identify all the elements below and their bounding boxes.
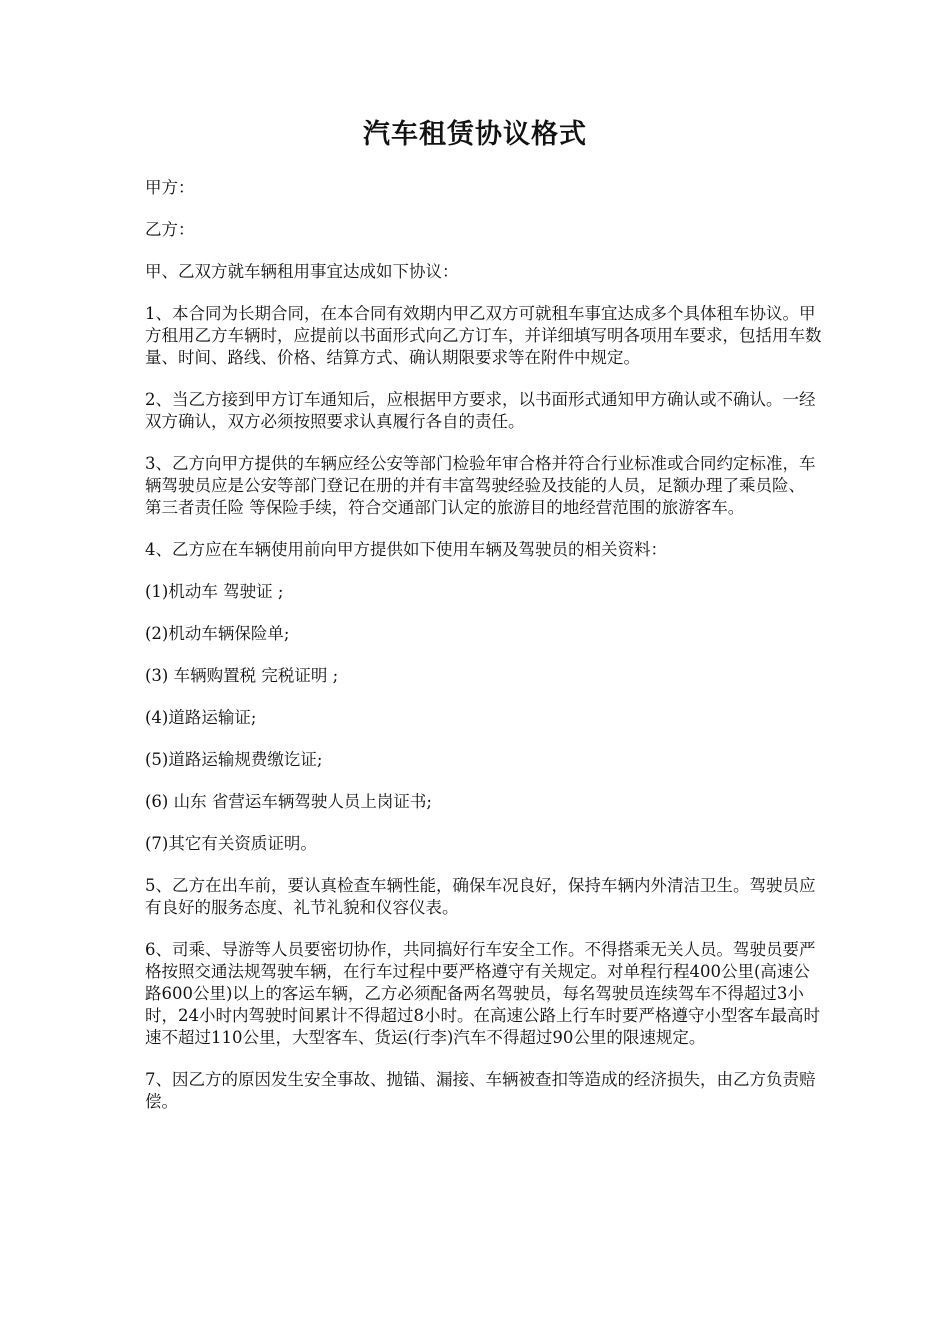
list-item-driver-certificate: (6) 山东 省营运车辆驾驶人员上岗证书; (145, 792, 432, 811)
list-item-fee-certificate: (5)道路运输规费缴讫证; (145, 750, 323, 769)
clause-1: 1、本合同为长期合同，在本合同有效期内甲乙双方可就租车事宜达成多个具体租车协议。甲方租用乙方车辆时，应提前以书面形式向乙方订车，并详细填写明各项用车要求，包括用车数量、时间、路线、价格、结算方式、确认期限要求等在附件中规定。 (145, 304, 822, 367)
clause-4: 4、乙方应在车辆使用前向甲方提供如下使用车辆及驾驶员的相关资料： (145, 540, 667, 559)
list-item-transport-permit: (4)道路运输证; (145, 708, 257, 727)
clause-2: 2、当乙方接到甲方订车通知后，应根据甲方要求，以书面形式通知甲方确认或不确认。一经双方确认，双方必须按照要求认真履行各自的责任。 (145, 390, 816, 431)
clause-3: 3、乙方向甲方提供的车辆应经公安等部门检验年审合格并符合行业标准或合同约定标准，车辆驾驶员应是公安等部门登记在册的并有丰富驾驶经验及技能的人员，足额办理了乘员险、 第三者责任险 等保险手续，符合交通部门认定的旅游目的地经营范围的旅游客车。 (145, 454, 816, 517)
clause-5: 5、乙方在出车前，要认真检查车辆性能，确保车况良好，保持车辆内外清洁卫生。驾驶员应有良好的服务态度、礼节礼貌和仪容仪表。 (145, 876, 816, 917)
party-b-line: 乙方： (145, 220, 195, 239)
clause-7: 7、因乙方的原因发生安全事故、抛锚、漏接、车辆被查扣等造成的经济损失，由乙方负责赔偿。 (145, 1070, 816, 1111)
intro-paragraph: 甲、乙双方就车辆租用事宜达成如下协议： (145, 262, 459, 281)
document-title: 汽车租赁协议格式 (363, 119, 587, 150)
list-item-driver-license: (1)机动车 驾驶证 ; (145, 582, 284, 601)
document-page (145, 112, 825, 1133)
clause-6: 6、司乘、导游等人员要密切协作，共同搞好行车安全工作。不得搭乘无关人员。驾驶员要严格按照交通法规驾驶车辆，在行车过程中要严格遵守有关规定。对单程行程400公里(高速公路600公里)以上的客运车辆，乙方必须配备两名驾驶员，每名驾驶员连续驾车不得超过3小时，24小时内驾驶时间累计不得超过8小时。在高速公路上行车时要严格遵守小型客车最高时速不超过110公里，大型客车、货运(行李)汽车不得超过90公里的限速规定。 (145, 940, 820, 1047)
list-item-purchase-tax: (3) 车辆购置税 完税证明 ; (145, 666, 339, 685)
party-a-line: 甲方： (145, 178, 195, 197)
list-item-insurance: (2)机动车辆保险单; (145, 624, 290, 643)
list-item-other-qualifications: (7)其它有关资质证明。 (145, 834, 317, 853)
